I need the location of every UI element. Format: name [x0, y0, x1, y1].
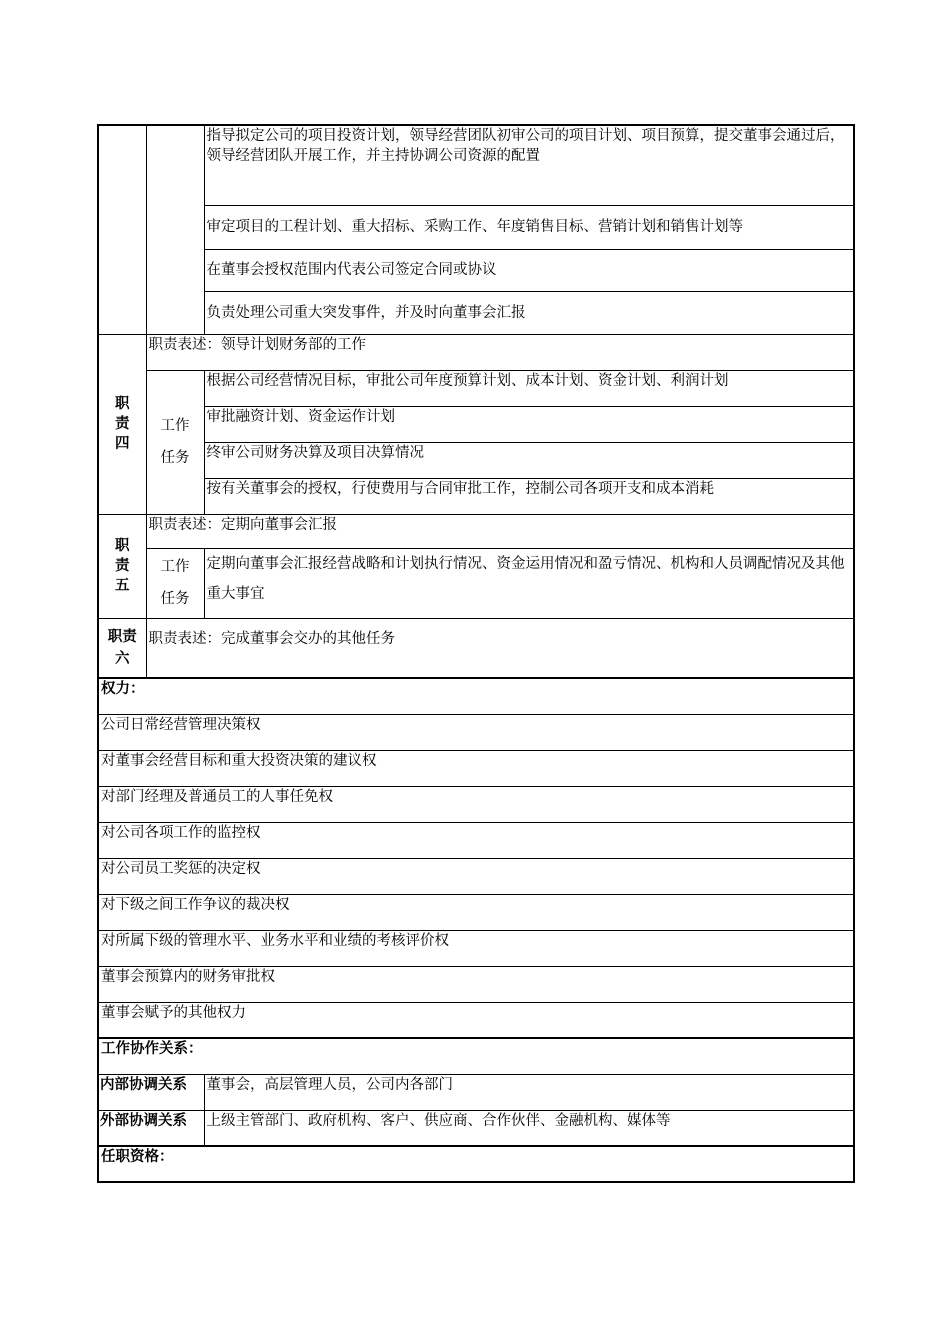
duty4-task-label-line: 任务	[160, 450, 190, 466]
powers-header: 权力：	[98, 678, 854, 714]
duty4-label-char: 责	[115, 416, 130, 432]
power-item: 董事会赋予的其他权力	[98, 1002, 854, 1038]
duty3-task-2: 审定项目的工程计划、重大招标、采购工作、年度销售目标、营销计划和销售计划等	[204, 205, 854, 249]
duty3-task-3: 在董事会授权范围内代表公司签定合同或协议	[204, 249, 854, 291]
duty4-task-row	[98, 442, 854, 478]
power-item: 对下级之间工作争议的裁决权	[98, 894, 854, 930]
duty4-label	[98, 334, 146, 514]
duty5-task-label-line: 任务	[160, 591, 190, 607]
duty6-label-line: 职责	[107, 628, 137, 645]
power-item: 对公司员工奖惩的决定权	[98, 858, 854, 894]
power-row	[98, 714, 854, 750]
duty6-description: 职责表述：完成董事会交办的其他任务	[146, 618, 854, 678]
duty4-task-3: 终审公司财务决算及项目决算情况	[204, 442, 854, 478]
internal-coordination-value: 董事会，高层管理人员，公司内各部门	[204, 1074, 854, 1110]
duty3-task-4: 负责处理公司重大突发事件，并及时向董事会汇报	[204, 291, 854, 334]
duty4-task-4: 按有关董事会的授权，行使费用与合同审批工作，控制公司各项开支和成本消耗	[204, 478, 854, 514]
external-coordination-value: 上级主管部门、政府机构、客户、供应商、合作伙伴、金融机构、媒体等	[204, 1110, 854, 1146]
duty4-task-label-line: 工作	[160, 418, 190, 434]
duty4-description-row	[98, 334, 854, 370]
duty3-task-row	[98, 205, 854, 249]
power-item: 董事会预算内的财务审批权	[98, 966, 854, 1002]
duty5-description: 职责表述：定期向董事会汇报	[146, 514, 854, 548]
job-description-table	[97, 124, 855, 1183]
duty5-task-row	[98, 548, 854, 618]
duty6-row	[98, 618, 854, 678]
qualifications-header-row	[98, 1146, 854, 1182]
power-row	[98, 966, 854, 1002]
duty4-task-row	[98, 406, 854, 442]
power-item: 对所属下级的管理水平、业务水平和业绩的考核评价权	[98, 930, 854, 966]
power-row	[98, 858, 854, 894]
duty5-label-char: 五	[115, 578, 130, 594]
powers-header-row	[98, 678, 854, 714]
duty6-label-line: 六	[115, 650, 130, 667]
qualifications-header: 任职资格：	[98, 1146, 854, 1182]
cooperation-header-row	[98, 1038, 854, 1074]
external-coordination-row	[98, 1110, 854, 1146]
duty4-task-2: 审批融资计划、资金运作计划	[204, 406, 854, 442]
duty4-label-char: 职	[115, 396, 130, 412]
external-coordination-label: 外部协调关系	[98, 1110, 204, 1146]
duty5-task-label	[146, 548, 204, 618]
internal-coordination-label: 内部协调关系	[98, 1074, 204, 1110]
duty3-label-cell	[98, 125, 146, 334]
duty5-label-char: 职	[115, 538, 130, 554]
cooperation-header: 工作协作关系：	[98, 1038, 854, 1074]
job-description-document	[97, 124, 853, 1183]
duty4-label-char: 四	[115, 436, 130, 452]
power-row	[98, 894, 854, 930]
duty5-task: 定期向董事会汇报经营战略和计划执行情况、资金运用情况和盈亏情况、机构和人员调配情况及其他重大事宜	[204, 548, 854, 618]
duty4-task-row	[98, 478, 854, 514]
duty5-task-label-line: 工作	[160, 559, 190, 575]
power-row	[98, 750, 854, 786]
duty4-description: 职责表述：领导计划财务部的工作	[146, 334, 854, 370]
duty5-label	[98, 514, 146, 618]
power-item: 对公司各项工作的监控权	[98, 822, 854, 858]
power-item: 公司日常经营管理决策权	[98, 714, 854, 750]
power-item: 对董事会经营目标和重大投资决策的建议权	[98, 750, 854, 786]
power-row	[98, 930, 854, 966]
duty4-task-label	[146, 370, 204, 514]
duty5-label-char: 责	[115, 558, 130, 574]
duty5-description-row	[98, 514, 854, 548]
duty6-label	[98, 618, 146, 678]
duty3-task-row	[98, 249, 854, 291]
duty4-task-row	[98, 370, 854, 406]
duty3-task-row	[98, 125, 854, 205]
power-row	[98, 786, 854, 822]
duty3-task-label-cell	[146, 125, 204, 334]
duty3-task-1: 指导拟定公司的项目投资计划，领导经营团队初审公司的项目计划、项目预算，提交董事会通过后，领导经营团队开展工作，并主持协调公司资源的配置	[204, 125, 854, 205]
duty3-task-row	[98, 291, 854, 334]
duty4-task-1: 根据公司经营情况目标，审批公司年度预算计划、成本计划、资金计划、利润计划	[204, 370, 854, 406]
power-row	[98, 822, 854, 858]
internal-coordination-row	[98, 1074, 854, 1110]
power-row	[98, 1002, 854, 1038]
power-item: 对部门经理及普通员工的人事任免权	[98, 786, 854, 822]
